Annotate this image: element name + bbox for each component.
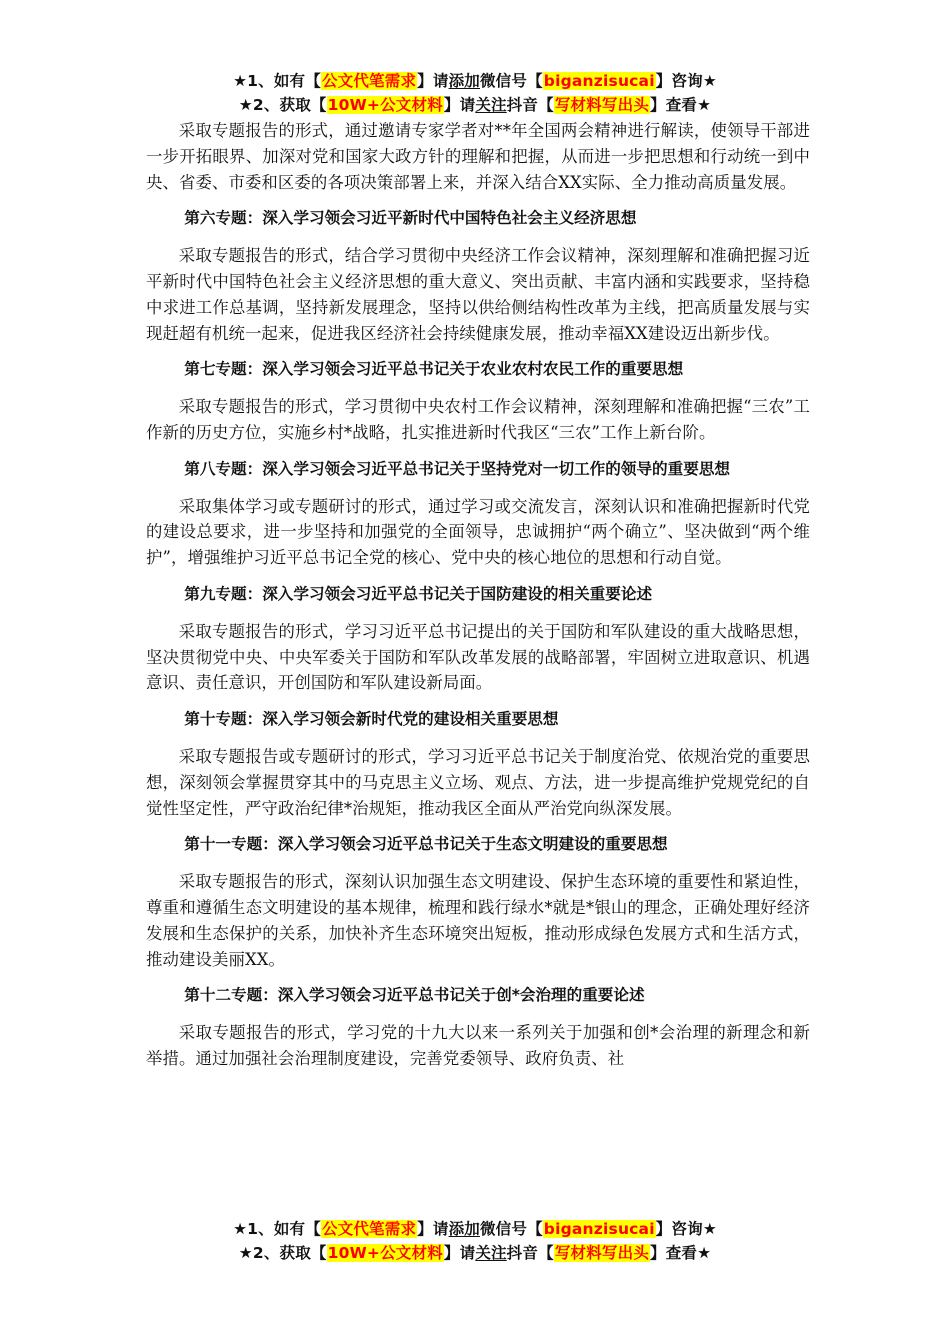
top-banner-line-1 [0,70,950,92]
section-heading: 第十专题：深入学习领会新时代党的建设相关重要思想 [184,710,559,729]
banner-highlight: 写材料写出头 [554,96,650,114]
banner-text: 】咨询★ [655,1220,717,1238]
top-banner-line-2 [0,94,950,116]
banner-highlight: 公文代笔需求 [321,72,417,90]
section-heading: 第七专题：深入学习领会习近平总书记关于农业农村农民工作的重要思想 [184,360,684,379]
paragraph: 采取集体学习或专题研讨的形式，通过学习或交流发言，深刻认识和准确把握新时代党的建设总要求，进一步坚持和加强党的全面领导，忠诚拥护“两个确立”、坚决做到“两个维护”，增强维护习近平总书记全党的核心、党中央的核心地位的思想和行动自觉。 [146,496,810,568]
banner-text: 】请 [443,96,476,114]
banner-underlined-text: 关注 [475,96,507,114]
bottom-banner-line-2 [0,1242,950,1264]
banner-text: 抖音【 [506,96,554,114]
banner-underlined-text: 添加 [448,72,480,90]
banner-text: 】请 [417,1220,449,1238]
banner-text: ★2、获取【 [238,96,327,114]
banner-highlight: 10W+公文材料 [327,96,443,114]
paragraph: 采取专题报告的形式，通过邀请专家学者对**年全国两会精神进行解读，使领导干部进一步开拓眼界、加深对党和国家大政方针的理解和把握，从而进一步把思想和行动统一到中央、省委、市委和区委的各项决策部署上来，并深入结合XX实际、全力推动高质量发展。 [146,121,810,192]
banner-text: ★2、获取【 [238,1244,327,1262]
banner-underlined-text: 添加 [448,1220,480,1238]
banner-text: 】咨询★ [655,72,717,90]
banner-highlight: 公文代笔需求 [321,1220,417,1238]
section-heading: 第九专题：深入学习领会习近平总书记关于国防建设的相关重要论述 [184,584,653,603]
banner-text: ★1、如有【 [233,72,321,90]
document-body [146,118,810,1072]
paragraph: 采取专题报告的形式，结合学习贯彻中央经济工作会议精神，深刻理解和准确把握习近平新时代中国特色社会主义经济思想的重大意义、突出贡献、丰富内涵和实践要求，坚持稳中求进工作总基调，坚持新发展理念，坚持以供给侧结构性改革为主线，把高质量发展与实现赶超有机统一起来，促进我区经济社会持续健康发展，推动幸福XX建设迈出新步伐。 [146,246,810,343]
banner-text: 】请 [443,1244,476,1262]
banner-text: 】查看★ [650,96,712,114]
banner-highlight: biganzisucai [543,72,655,90]
banner-highlight: biganzisucai [543,1220,655,1238]
banner-text: 微信号【 [479,72,543,90]
banner-text: 抖音【 [506,1244,554,1262]
bottom-banner-line-1 [0,1218,950,1240]
banner-text: 】查看★ [650,1244,712,1262]
banner-text: 微信号【 [479,1220,543,1238]
section-heading: 第八专题：深入学习领会习近平总书记关于坚持党对一切工作的领导的重要思想 [184,459,731,478]
section-heading: 第十二专题：深入学习领会习近平总书记关于创*会治理的重要论述 [184,986,645,1005]
paragraph: 采取专题报告的形式，学习贯彻中央农村工作会议精神，深刻理解和准确把握“三农”工作新的历史方位，实施乡村*战略，扎实推进新时代我区“三农”工作上新台阶。 [146,397,810,442]
paragraph: 采取专题报告的形式，学习习近平总书记提出的关于国防和军队建设的重大战略思想，坚决贯彻党中央、中央军委关于国防和军队改革发展的战略部署，牢固树立进取意识、机遇意识、责任意识，开创国防和军队建设新局面。 [146,621,810,693]
banner-text: 】请 [417,72,449,90]
section-heading: 第六专题：深入学习领会习近平新时代中国特色社会主义经济思想 [184,209,637,228]
banner-highlight: 10W+公文材料 [327,1244,443,1262]
banner-highlight: 写材料写出头 [554,1244,650,1262]
section-heading: 第十一专题：深入学习领会习近平总书记关于生态文明建设的重要思想 [184,835,668,854]
paragraph: 采取专题报告的形式，学习党的十九大以来一系列关于加强和创*会治理的新理念和新举措。通过加强社会治理制度建设，完善党委领导、政府负责、社 [146,1023,810,1068]
paragraph: 采取专题报告或专题研讨的形式，学习习近平总书记关于制度治党、依规治党的重要思想，深刻领会掌握贯穿其中的马克思主义立场、观点、方法，进一步提高维护党规党纪的自觉性坚定性，严守政治纪律*治规矩，推动我区全面从严治党向纵深发展。 [146,746,810,818]
banner-text: ★1、如有【 [233,1220,321,1238]
banner-underlined-text: 关注 [475,1244,507,1262]
paragraph: 采取专题报告的形式，深刻认识加强生态文明建设、保护生态环境的重要性和紧迫性，尊重和遵循生态文明建设的基本规律，梳理和践行绿水*就是*银山的理念，正确处理好经济发展和生态保护的关系，加快补齐生态环境突出短板，推动形成绿色发展方式和生活方式，推动建设美丽XX。 [146,872,810,969]
